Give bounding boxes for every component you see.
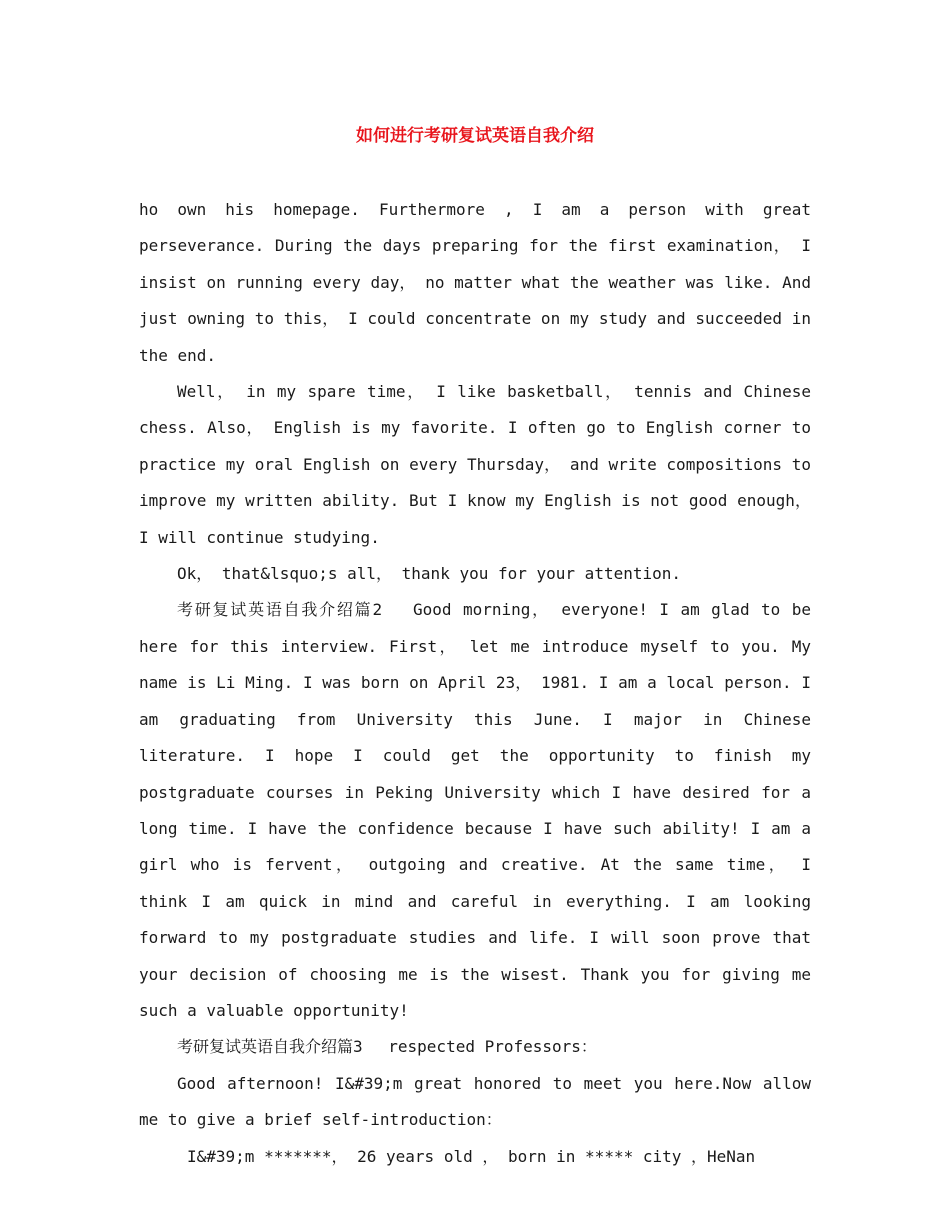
paragraph-6: Good afternoon! I&#39;m great honored to meet you here.Now allow me to give a brief self-introduction： bbox=[139, 1073, 811, 1130]
paragraph-4: 考研复试英语自我介绍篇2 Good morning， everyone! I am glad to be here for this interview. First， let me introduce myself to you. My name is Li Ming. I was born on April 23， 1981. I am a local person. I am graduating from University this June. I major in Chinese literature. I hope I could get the opportunity to finish my postgraduate courses in Peking University which I have desired for a long time. I have the confidence because I have such ability! I am a girl who is fervent， outgoing and creative. At the same time， I think I am quick in mind and careful in everything. I am looking forward to my postgraduate studies and life. I will soon prove that your decision of choosing me is the wisest. Thank you for giving me such a valuable opportunity! bbox=[139, 600, 812, 1020]
paragraph-3: Ok， that&lsquo;s all， thank you for your attention. bbox=[177, 564, 682, 584]
paragraph-2: Well， in my spare time， I like basketball， tennis and Chinese chess. Also， English is my favorite. I often go to English corner to practice my oral English on every Thursday， and write compositions to improve my written ability. But I know my English is not good enough， I will continue studying. bbox=[139, 382, 811, 547]
document-title: 如何进行考研复试英语自我介绍 bbox=[356, 126, 594, 146]
paragraph-7: I&#39;m *******， 26 years old ， born in ***** city ，HeNan bbox=[187, 1146, 756, 1166]
paragraph-5: 考研复试英语自我介绍篇3 respected Professors： bbox=[177, 1037, 597, 1057]
paragraph-1: ho own his homepage. Furthermore , I am a person with great perseverance. During the days preparing for the first examination， I insist on running every day， no matter what the weather was like. And just owning to this， I could concentrate on my study and succeeded in the end. bbox=[139, 200, 811, 365]
document-body bbox=[139, 192, 811, 1175]
